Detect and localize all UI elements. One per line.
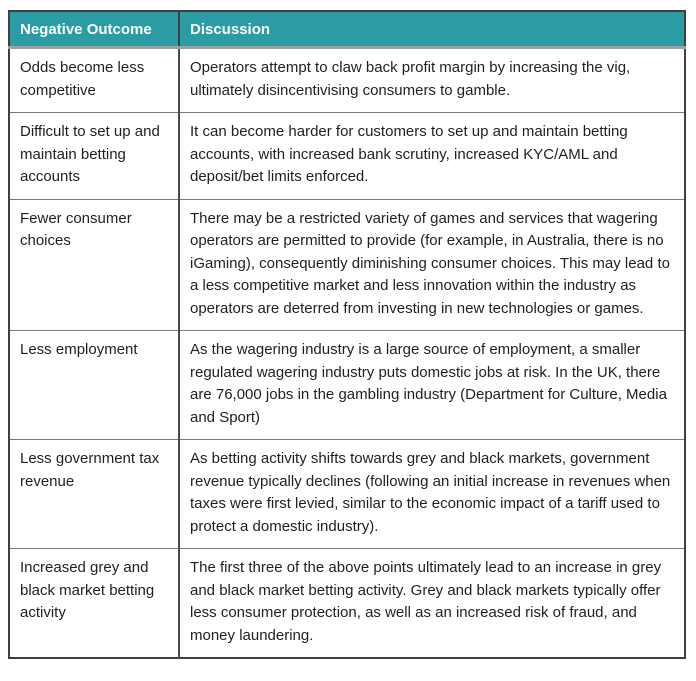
- discussion-cell: Operators attempt to claw back profit margin by increasing the vig, ultimately disincentivising consumers to gamble.: [179, 48, 685, 113]
- outcome-cell: Difficult to set up and maintain betting accounts: [9, 113, 179, 200]
- discussion-cell: As the wagering industry is a large source of employment, a smaller regulated wagering industry puts domestic jobs at risk. In the UK, there are 76,000 jobs in the gambling industry (Department for Culture, Media and Sport): [179, 331, 685, 440]
- outcome-cell: Less employment: [9, 331, 179, 440]
- discussion-cell: The first three of the above points ultimately lead to an increase in grey and black market betting activity. Grey and black markets typically offer less consumer protection, as well as an increased risk of fraud, and money laundering.: [179, 549, 685, 659]
- table-row: [9, 113, 685, 200]
- table-row: [9, 440, 685, 549]
- discussion-cell: There may be a restricted variety of games and services that wagering operators are permitted to provide (for example, in Australia, there is no iGaming), consequently diminishing consumer choices. This may lead to a less competitive market and less innovation within the industry as operators are deterred from investing in new technologies or games.: [179, 199, 685, 331]
- outcome-cell: Increased grey and black market betting activity: [9, 549, 179, 659]
- outcome-cell: Odds become less competitive: [9, 48, 179, 113]
- header-discussion: Discussion: [179, 11, 685, 48]
- table-row: [9, 199, 685, 331]
- table-row: [9, 549, 685, 659]
- negative-outcomes-table: [8, 10, 686, 659]
- outcome-cell: Fewer consumer choices: [9, 199, 179, 331]
- header-row: [9, 11, 685, 48]
- discussion-cell: It can become harder for customers to set up and maintain betting accounts, with increased bank scrutiny, increased KYC/AML and deposit/bet limits enforced.: [179, 113, 685, 200]
- outcome-cell: Less government tax revenue: [9, 440, 179, 549]
- table-row: [9, 331, 685, 440]
- header-negative-outcome: Negative Outcome: [9, 11, 179, 48]
- discussion-cell: As betting activity shifts towards grey and black markets, government revenue typically declines (following an initial increase in revenues when taxes were first levied, similar to the economic impact of a tariff used to protect a domestic industry).: [179, 440, 685, 549]
- table-row: [9, 48, 685, 113]
